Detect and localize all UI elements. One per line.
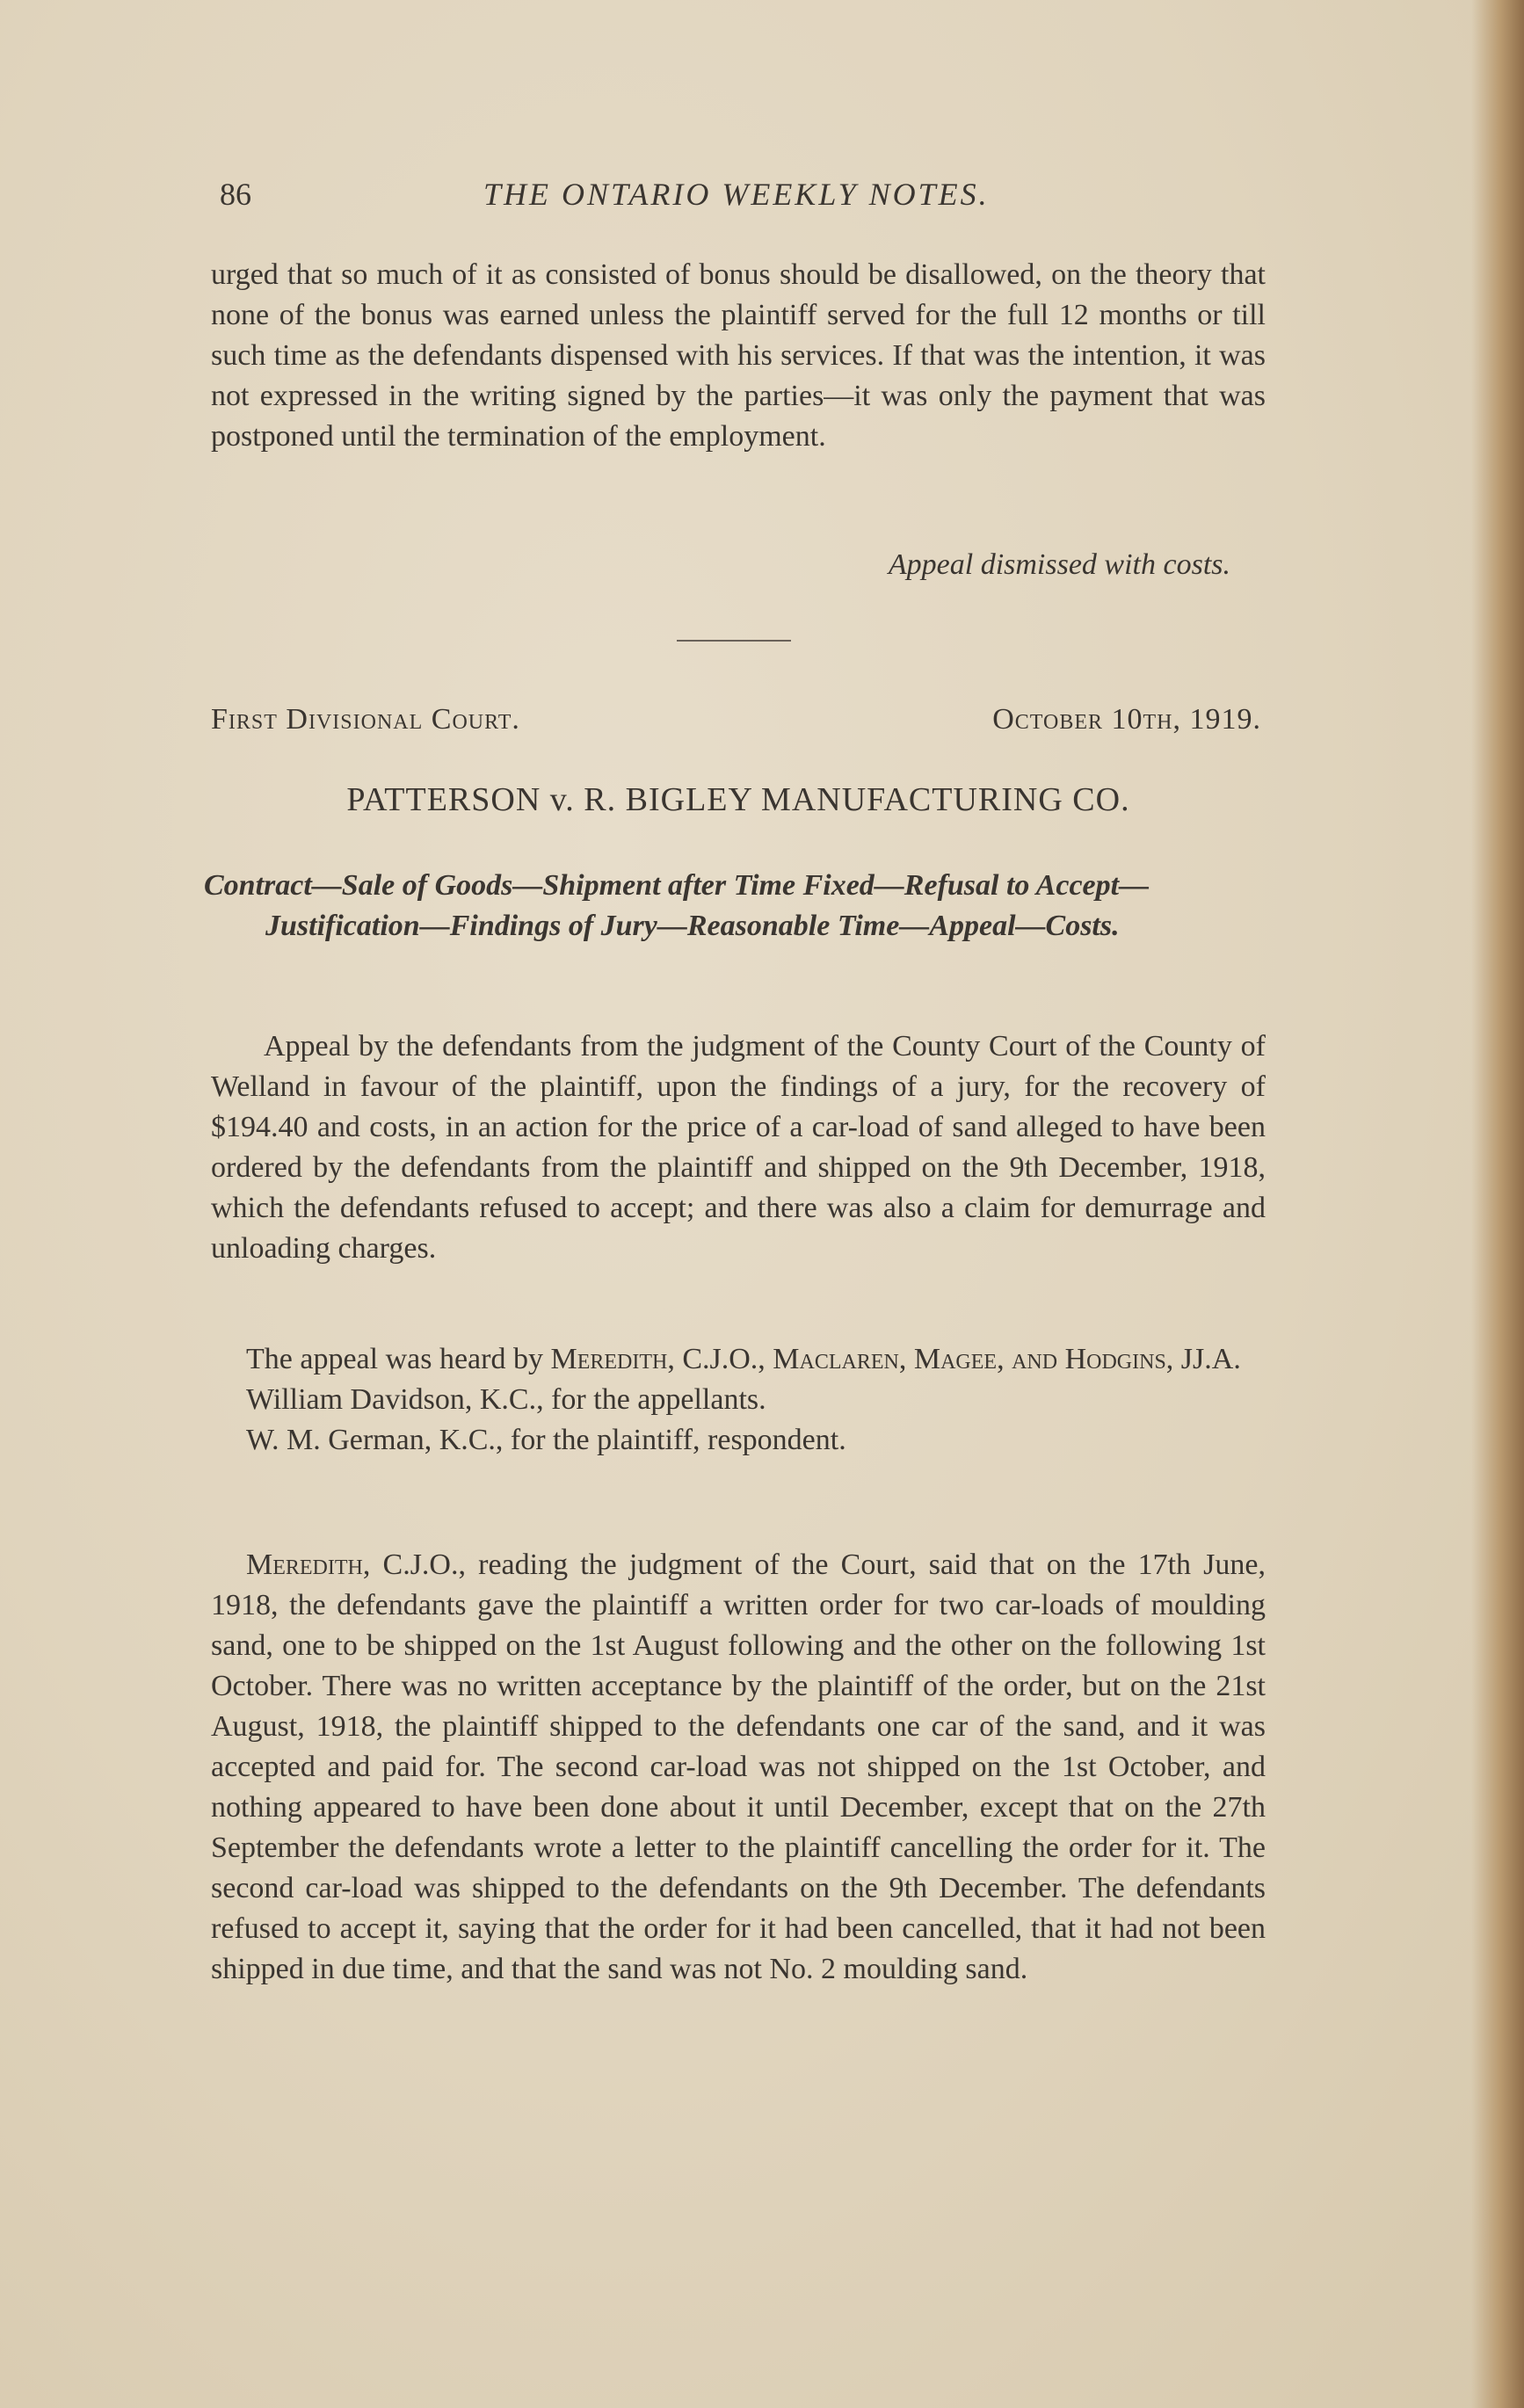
continuation-paragraph [211, 255, 1266, 457]
page-number: 86 [220, 177, 251, 212]
journal-title: THE ONTARIO WEEKLY NOTES. [483, 177, 990, 212]
bench-and-counsel [211, 1339, 1266, 1461]
running-head [220, 176, 1257, 228]
court-name: First Divisional Court. [211, 703, 520, 736]
judgment-speaker: Meredith, C.J.O., [246, 1549, 466, 1581]
appeal-paragraph: Appeal by the defendants from the judgment of the County Court of the County of Welland in favour of the plaintiff, upon the findings of a jury, for the recovery of $194.40 and costs, in an action for the price of a car-load of sand alleged to have been ordered by the defendants from the plaintiff and shipped on the 9th December, 1918, which the defendants refused to accept; and there was also a claim for demurrage and unloading charges. [211, 1030, 1266, 1265]
bench-line [211, 1339, 1266, 1380]
bench-judges: Meredith, C.J.O., Maclaren, Magee, and Hodgins, JJ.A. [550, 1343, 1241, 1375]
section-divider [677, 640, 791, 642]
continuation-text: urged that so much of it as consisted of bonus should be disallowed, on the theory that none of the bonus was earned unless the plaintiff served for the full 12 months or till such time as the defendants dispensed with his services. If that was the intention, it was not expressed in the writing signed by the parties—it was only the payment that was postponed until the termination of the employment. [211, 258, 1266, 453]
book-spine-shadow [1471, 0, 1524, 2408]
judgment-paragraph [211, 1545, 1266, 1990]
counsel-respondent: W. M. German, K.C., for the plaintiff, respondent. [246, 1424, 846, 1456]
headnote: Contract—Sale of Goods—Shipment after Time Fixed—Refusal to Accept—Justification—Findings of Jury—Reasonable Time—Appeal—Costs. [204, 869, 1150, 942]
decision-date: October 10th, 1919. [992, 703, 1261, 736]
counsel-appellants: William Davidson, K.C., for the appellants. [246, 1383, 766, 1416]
case-title: PATTERSON v. R. BIGLEY MANUFACTURING CO. [346, 781, 1130, 818]
judgment-text: reading the judgment of the Court, said that on the 17th June, 1918, the defendants gave the plaintiff a written order for two car-loads of moulding sand, one to be shipped on the 1st August following and the other on the following 1st October. There was no written acceptance by the plaintiff of the order, but on the 21st August, 1918, the plaintiff shipped to the defendants one car of the sand, and it was accepted and paid for. The second car-load was not shipped on the 1st October, and nothing appeared to have been done about it until December, except that on the 27th September the defendants wrote a letter to the plaintiff cancelling the order for it. The second car-load was shipped to the defendants on the 9th December. The defendants refused to accept it, saying that the order for it had been cancelled, that it had not been shipped in due time, and that the sand was not No. 2 moulding sand. [211, 1549, 1266, 1985]
bench-intro: The appeal was heard by [246, 1343, 543, 1375]
appeal-result: Appeal dismissed with costs. [888, 548, 1230, 581]
